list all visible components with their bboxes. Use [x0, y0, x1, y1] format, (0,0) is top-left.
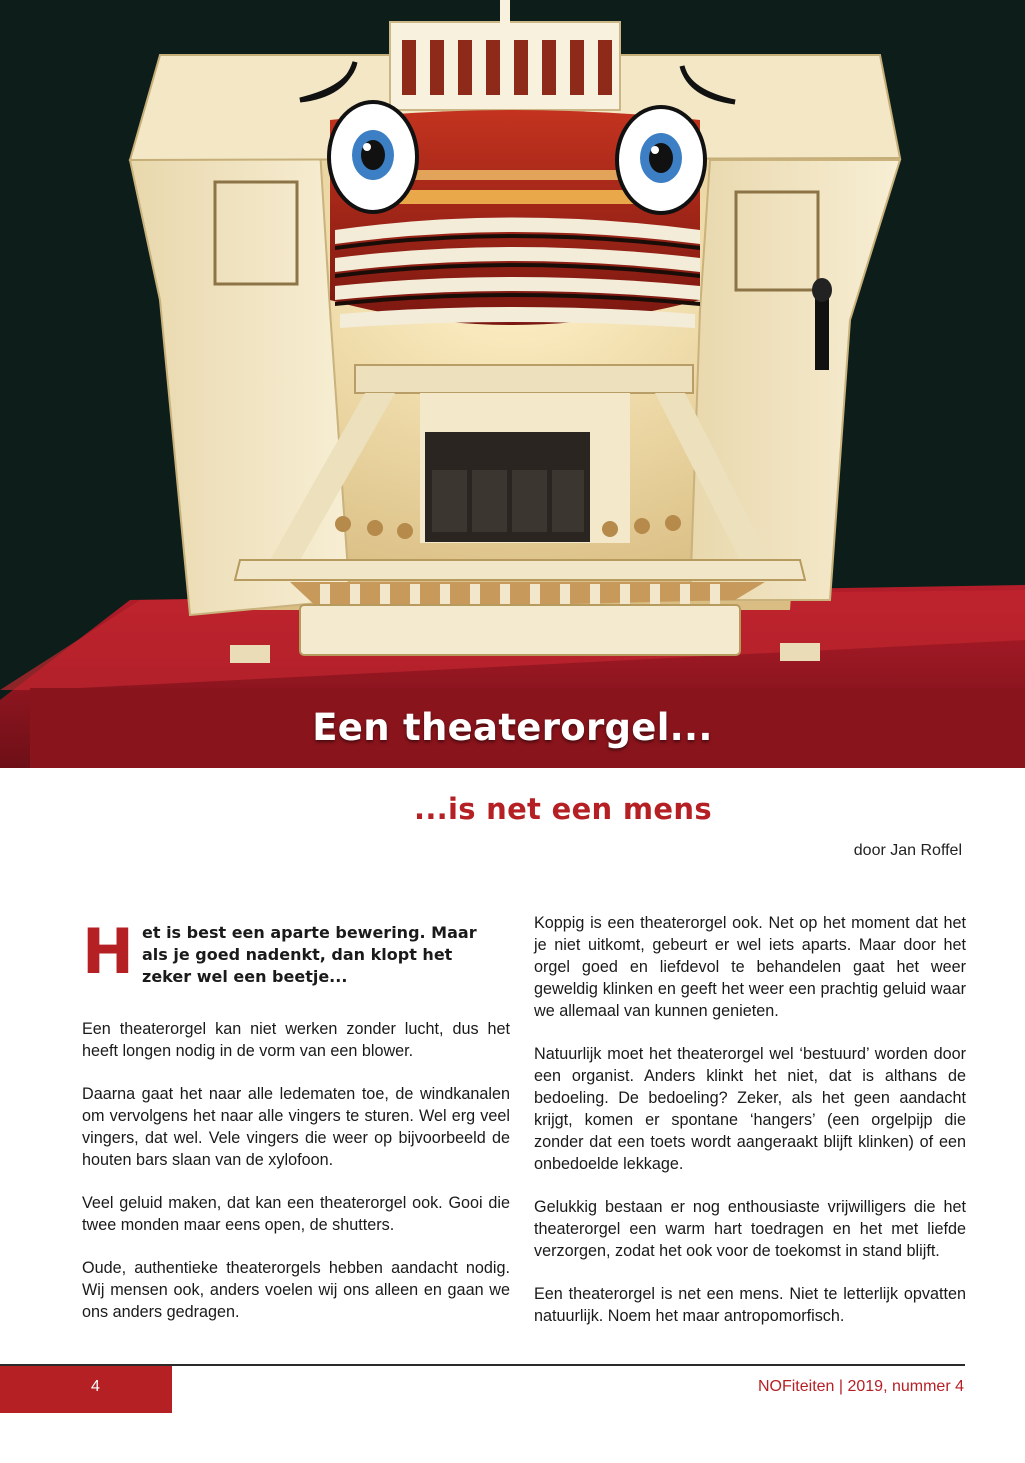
- pedalboard: [235, 560, 805, 580]
- page-number: 4: [91, 1378, 100, 1395]
- intro-block: [82, 915, 510, 988]
- intro-text: et is best een aparte bewering. Maar als je goed nadenkt, dan klopt het zeker wel een beetje...: [142, 923, 477, 986]
- paragraph: Een theaterorgel kan niet werken zonder lucht, dus het heeft longen nodig in de vorm van een blower.: [82, 1020, 510, 1060]
- footer-page-block: [0, 1366, 172, 1413]
- article-subtitle: ...is net een mens: [414, 792, 712, 826]
- paragraph: Een theaterorgel is net een mens. Niet te letterlijk opvatten natuurlijk. Noem het maar antropomorfisch.: [534, 1285, 966, 1325]
- publication-info: NOFiteiten | 2019, nummer 4: [757, 1378, 964, 1395]
- paragraph: Oude, authentieke theaterorgels hebben aandacht nodig. Wij mensen ook, anders voelen wij ons alleen en gaan we ons anders gedragen.: [82, 1259, 510, 1321]
- paragraph: Gelukkig bestaan er nog enthousiaste vrijwilligers die het theaterorgel een warm hart toedragen en het met liefde verzorgen, zodat het ook voor de toekomst in stand blijft.: [534, 1198, 966, 1260]
- cartoon-eye-right: [617, 107, 705, 213]
- paragraph: Veel geluid maken, dat kan een theaterorgel ook. Gooi die twee monden maar eens open, de shutters.: [82, 1194, 510, 1234]
- left-column: [82, 912, 510, 1344]
- hero-title: Een theaterorgel...: [312, 706, 713, 749]
- paragraph: Koppig is een theaterorgel ook. Net op het moment dat het je niet uitkomt, gebeurt er wel iets aparts. Maar door het orgel goed en liefdevol te behandelen gaat het weer geweldig klinken en geeft het weer een prachtig geluid waar we allemaal van kunnen genieten.: [534, 914, 966, 1020]
- paragraph: Daarna gaat het naar alle ledematen toe, de windkanalen om vervolgens het naar alle vingers te sturen. Wel erg veel vingers, dat wel. Vele vingers die weer op bijvoorbeeld de houten bars slaan van de xylofoon.: [82, 1085, 510, 1169]
- paragraph: Natuurlijk moet het theaterorgel wel ‘bestuurd’ worden door een organist. Anders klinkt het niet, dat is althans de bedoeling. De bedoeling? Zeker, als het geen aandacht krijgt, komen er spontane ‘hangers’ (een orgelpijp die zonder dat een toets wordt aangeraakt blijft klinken) of een onbedoelde lekkage.: [534, 1045, 966, 1173]
- byline: door Jan Roffel: [853, 842, 962, 859]
- right-column: [534, 912, 966, 1348]
- drop-cap: H: [82, 915, 134, 988]
- music-rack: [390, 22, 620, 110]
- cartoon-eye-left: [329, 102, 417, 212]
- bench: [355, 365, 693, 393]
